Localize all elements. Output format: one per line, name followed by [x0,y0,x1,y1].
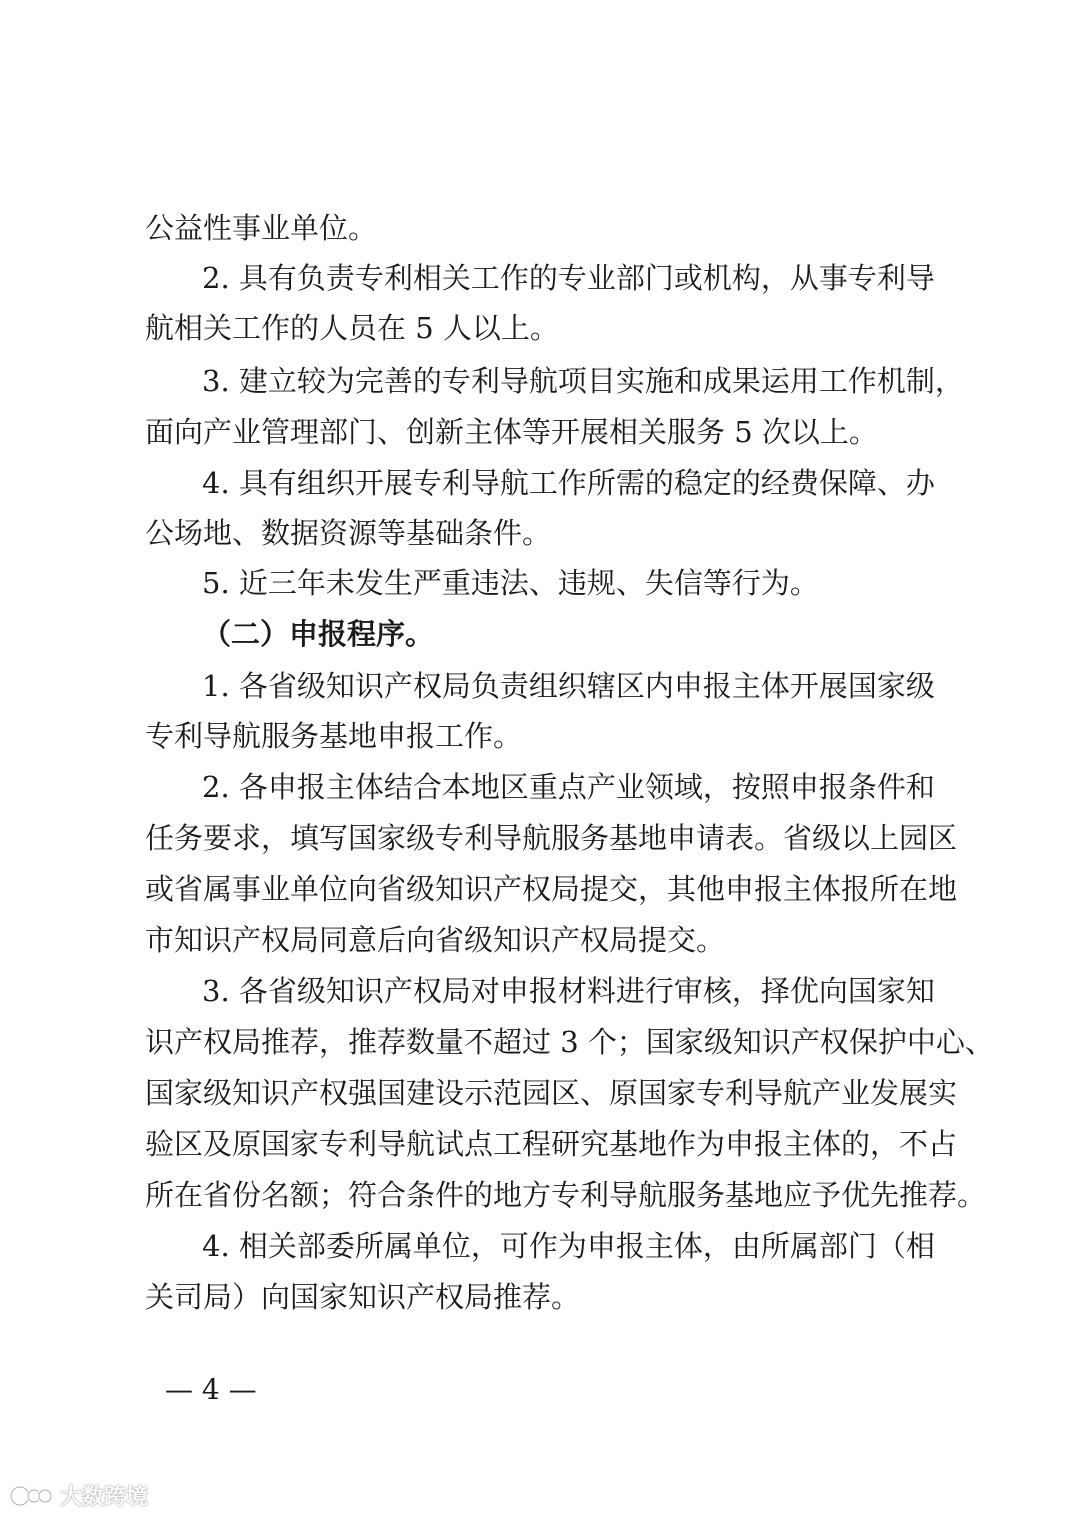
paragraph-line: 市知识产权局同意后向省级知识产权局提交。 [145,923,726,957]
paragraph-line: 2. 具有负责专利相关工作的专业部门或机构，从事专利导 [202,261,935,295]
paragraph-line: 公益性事业单位。 [145,211,378,245]
watermark [8,1480,148,1511]
paragraph-line: 任务要求，填写国家级专利导航服务基地申请表。省级以上园区 [145,821,958,855]
paragraph-line: 4. 具有组织开展专利导航工作所需的稳定的经费保障、办 [202,466,935,500]
paragraph-line: 识产权局推荐，推荐数量不超过 3 个；国家级知识产权保护中心、 [145,1025,994,1059]
paragraph-line: 关司局）向国家知识产权局推荐。 [145,1280,581,1314]
page-number: — 4 — [165,1373,257,1406]
watermark-text: 大数跨境 [60,1485,149,1510]
paragraph-line: 4. 相关部委所属单位，可作为申报主体，由所属部门（相 [202,1229,935,1263]
paragraph-line: 3. 建立较为完善的专利导航项目实施和成果运用工作机制， [202,364,964,398]
paragraph-line: 所在省份名额；符合条件的地方专利导航服务基地应予优先推荐。 [145,1178,987,1212]
section-heading: （二）申报程序。 [202,617,435,651]
paragraph-line: 专利导航服务基地申报工作。 [145,719,523,753]
brand-logo-icon [8,1483,54,1509]
paragraph-line: 面向产业管理部门、创新主体等开展相关服务 5 次以上。 [145,415,878,449]
paragraph-line: 或省属事业单位向省级知识产权局提交，其他申报主体报所在地 [145,872,958,906]
paragraph-line: 2. 各申报主体结合本地区重点产业领域，按照申报条件和 [202,770,935,804]
paragraph-line: 验区及原国家专利导航试点工程研究基地作为申报主体的，不占 [145,1127,958,1161]
paragraph-line: 3. 各省级知识产权局对申报材料进行审核，择优向国家知 [202,974,935,1008]
paragraph-line: 航相关工作的人员在 5 人以上。 [145,311,559,345]
paragraph-line: 5. 近三年未发生严重违法、违规、失信等行为。 [202,566,819,600]
paragraph-line: 国家级知识产权强国建设示范园区、原国家专利导航产业发展实 [145,1076,958,1110]
paragraph-line: 1. 各省级知识产权局负责组织辖区内申报主体开展国家级 [202,669,935,703]
paragraph-line: 公场地、数据资源等基础条件。 [145,516,552,550]
